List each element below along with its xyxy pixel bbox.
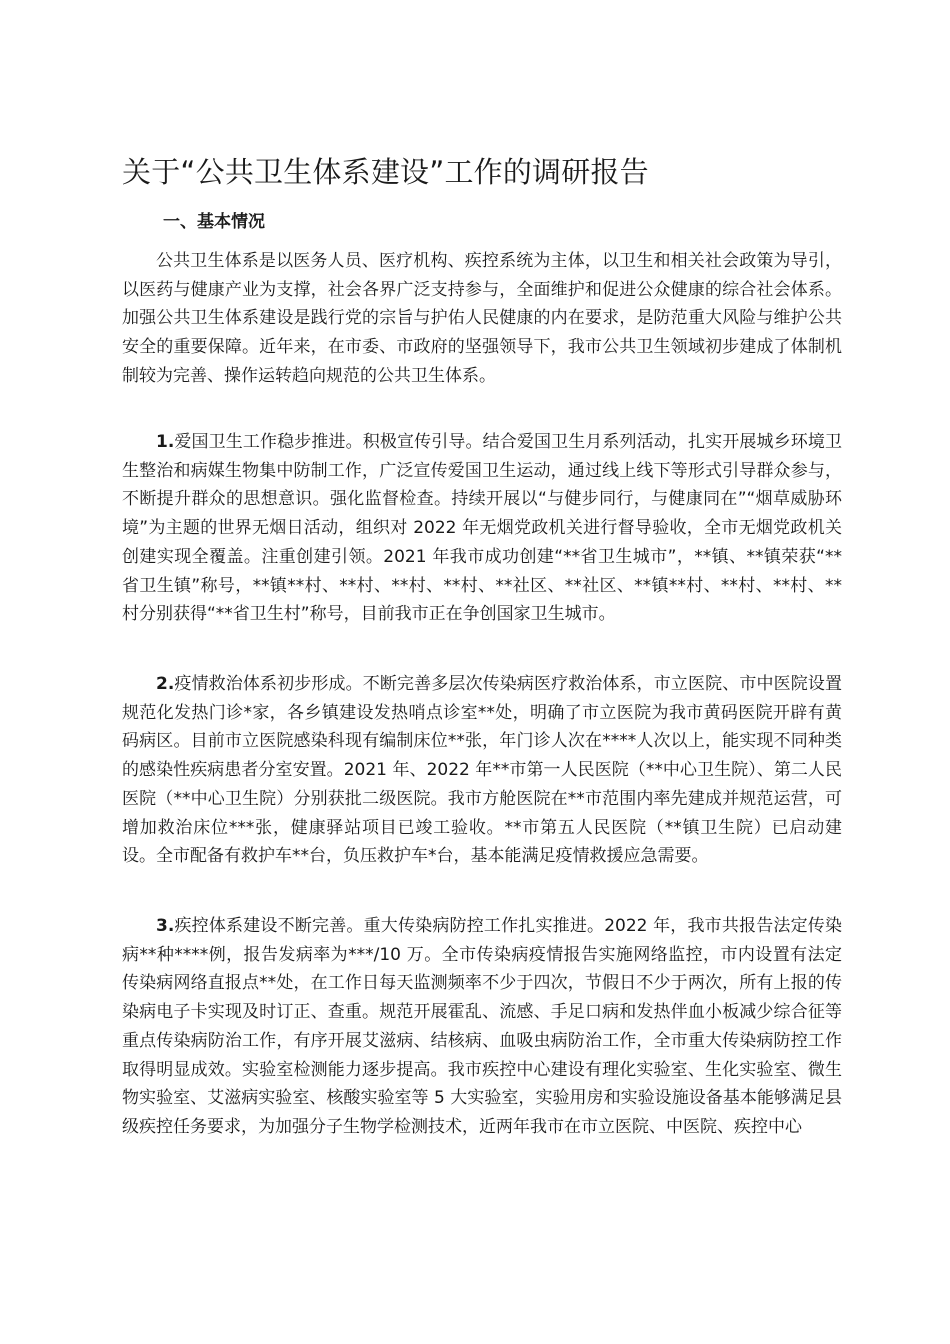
paragraph-text: 爱国卫生工作稳步推进。积极宣传引导。结合爱国卫生月系列活动，扎实开展城乡环境卫生整治和病媒生物集中防制工作，广泛宣传爱国卫生运动，通过线上线下等形式引导群众参与，不断提升群众的思想意识。强化监督检查。持续开展以“与健步同行，与健康同在”“烟草威胁环境”为主题的世界无烟日活动，组织对 2022 年无烟党政机关进行督导验收，全市无烟党政机关创建实现全覆盖。注重创建引领。2021 年我市成功创建“**省卫生城市”，**镇、**镇荣获“**省卫生镇”称号，**镇**村、**村、**村、**村、**社区、**社区、**镇**村、**村、**村、**村分别获得“**省卫生村”称号，目前我市正在争创国家卫生城市。 [122, 432, 842, 625]
paragraph-number: 3. [156, 916, 175, 936]
section-heading: 一、基本情况 [163, 212, 265, 232]
paragraph-number: 1. [156, 432, 175, 452]
paragraph-disease-control [122, 912, 842, 1174]
paragraph-text: 疫情救治体系初步形成。不断完善多层次传染病医疗救治体系，市立医院、市中医院设置规范化发热门诊*家，各乡镇建设发热哨点诊室**处，明确了市立医院为我市黄码医院开辟有黄码病区。目前市立医院感染科现有编制床位**张，年门诊人次在****人次以上，能实现不同种类的感染性疾病患者分室安置。2021 年、2022 年**市第一人民医院（**中心卫生院）、第二人民医院（**中心卫生院）分别获批二级医院。我市方舱医院在**市范围内率先建成并规范运营，可增加救治床位***张，健康驿站项目已竣工验收。**市第五人民医院（**镇卫生院）已启动建设。全市配备有救护车**台，负压救护车*台，基本能满足疫情救援应急需要。 [122, 674, 842, 867]
paragraph-patriotic-health [122, 428, 842, 660]
intro-paragraph [122, 247, 842, 422]
paragraph-number: 2. [156, 674, 175, 694]
paragraph-text: 疾控体系建设不断完善。重大传染病防控工作扎实推进。2022 年，我市共报告法定传染病**种****例，报告发病率为***/10 万。全市传染病疫情报告实施网络监控，市内设置有法定传染病网络直报点**处，在工作日每天监测频率不少于四次，节假日不少于两次，所有上报的传染病电子卡实现及时订正、查重。规范开展霍乱、流感、手足口病和发热伴血小板减少综合征等重点传染病防治工作，有序开展艾滋病、结核病、血吸虫病防治工作，全市重大传染病防控工作取得明显成效。实验室检测能力逐步提高。我市疾控中心建设有理化实验室、生化实验室、微生物实验室、艾滋病实验室、核酸实验室等 5 大实验室，实验用房和实验设施设备基本能够满足县级疾控任务要求，为加强分子生物学检测技术，近两年我市在市立医院、中医院、疾控中心 [122, 916, 842, 1137]
paragraph-text: 公共卫生体系是以医务人员、医疗机构、疾控系统为主体，以卫生和相关社会政策为导引，以医药与健康产业为支撑，社会各界广泛支持参与，全面维护和促进公众健康的综合社会体系。加强公共卫生体系建设是践行党的宗旨与护佑人民健康的内在要求，是防范重大风险与维护公共安全的重要保障。近年来，在市委、市政府的坚强领导下，我市公共卫生领域初步建成了体制机制较为完善、操作运转趋向规范的公共卫生体系。 [122, 251, 842, 386]
document-title: 关于“公共卫生体系建设”工作的调研报告 [122, 155, 649, 189]
paragraph-treatment-system [122, 670, 842, 902]
